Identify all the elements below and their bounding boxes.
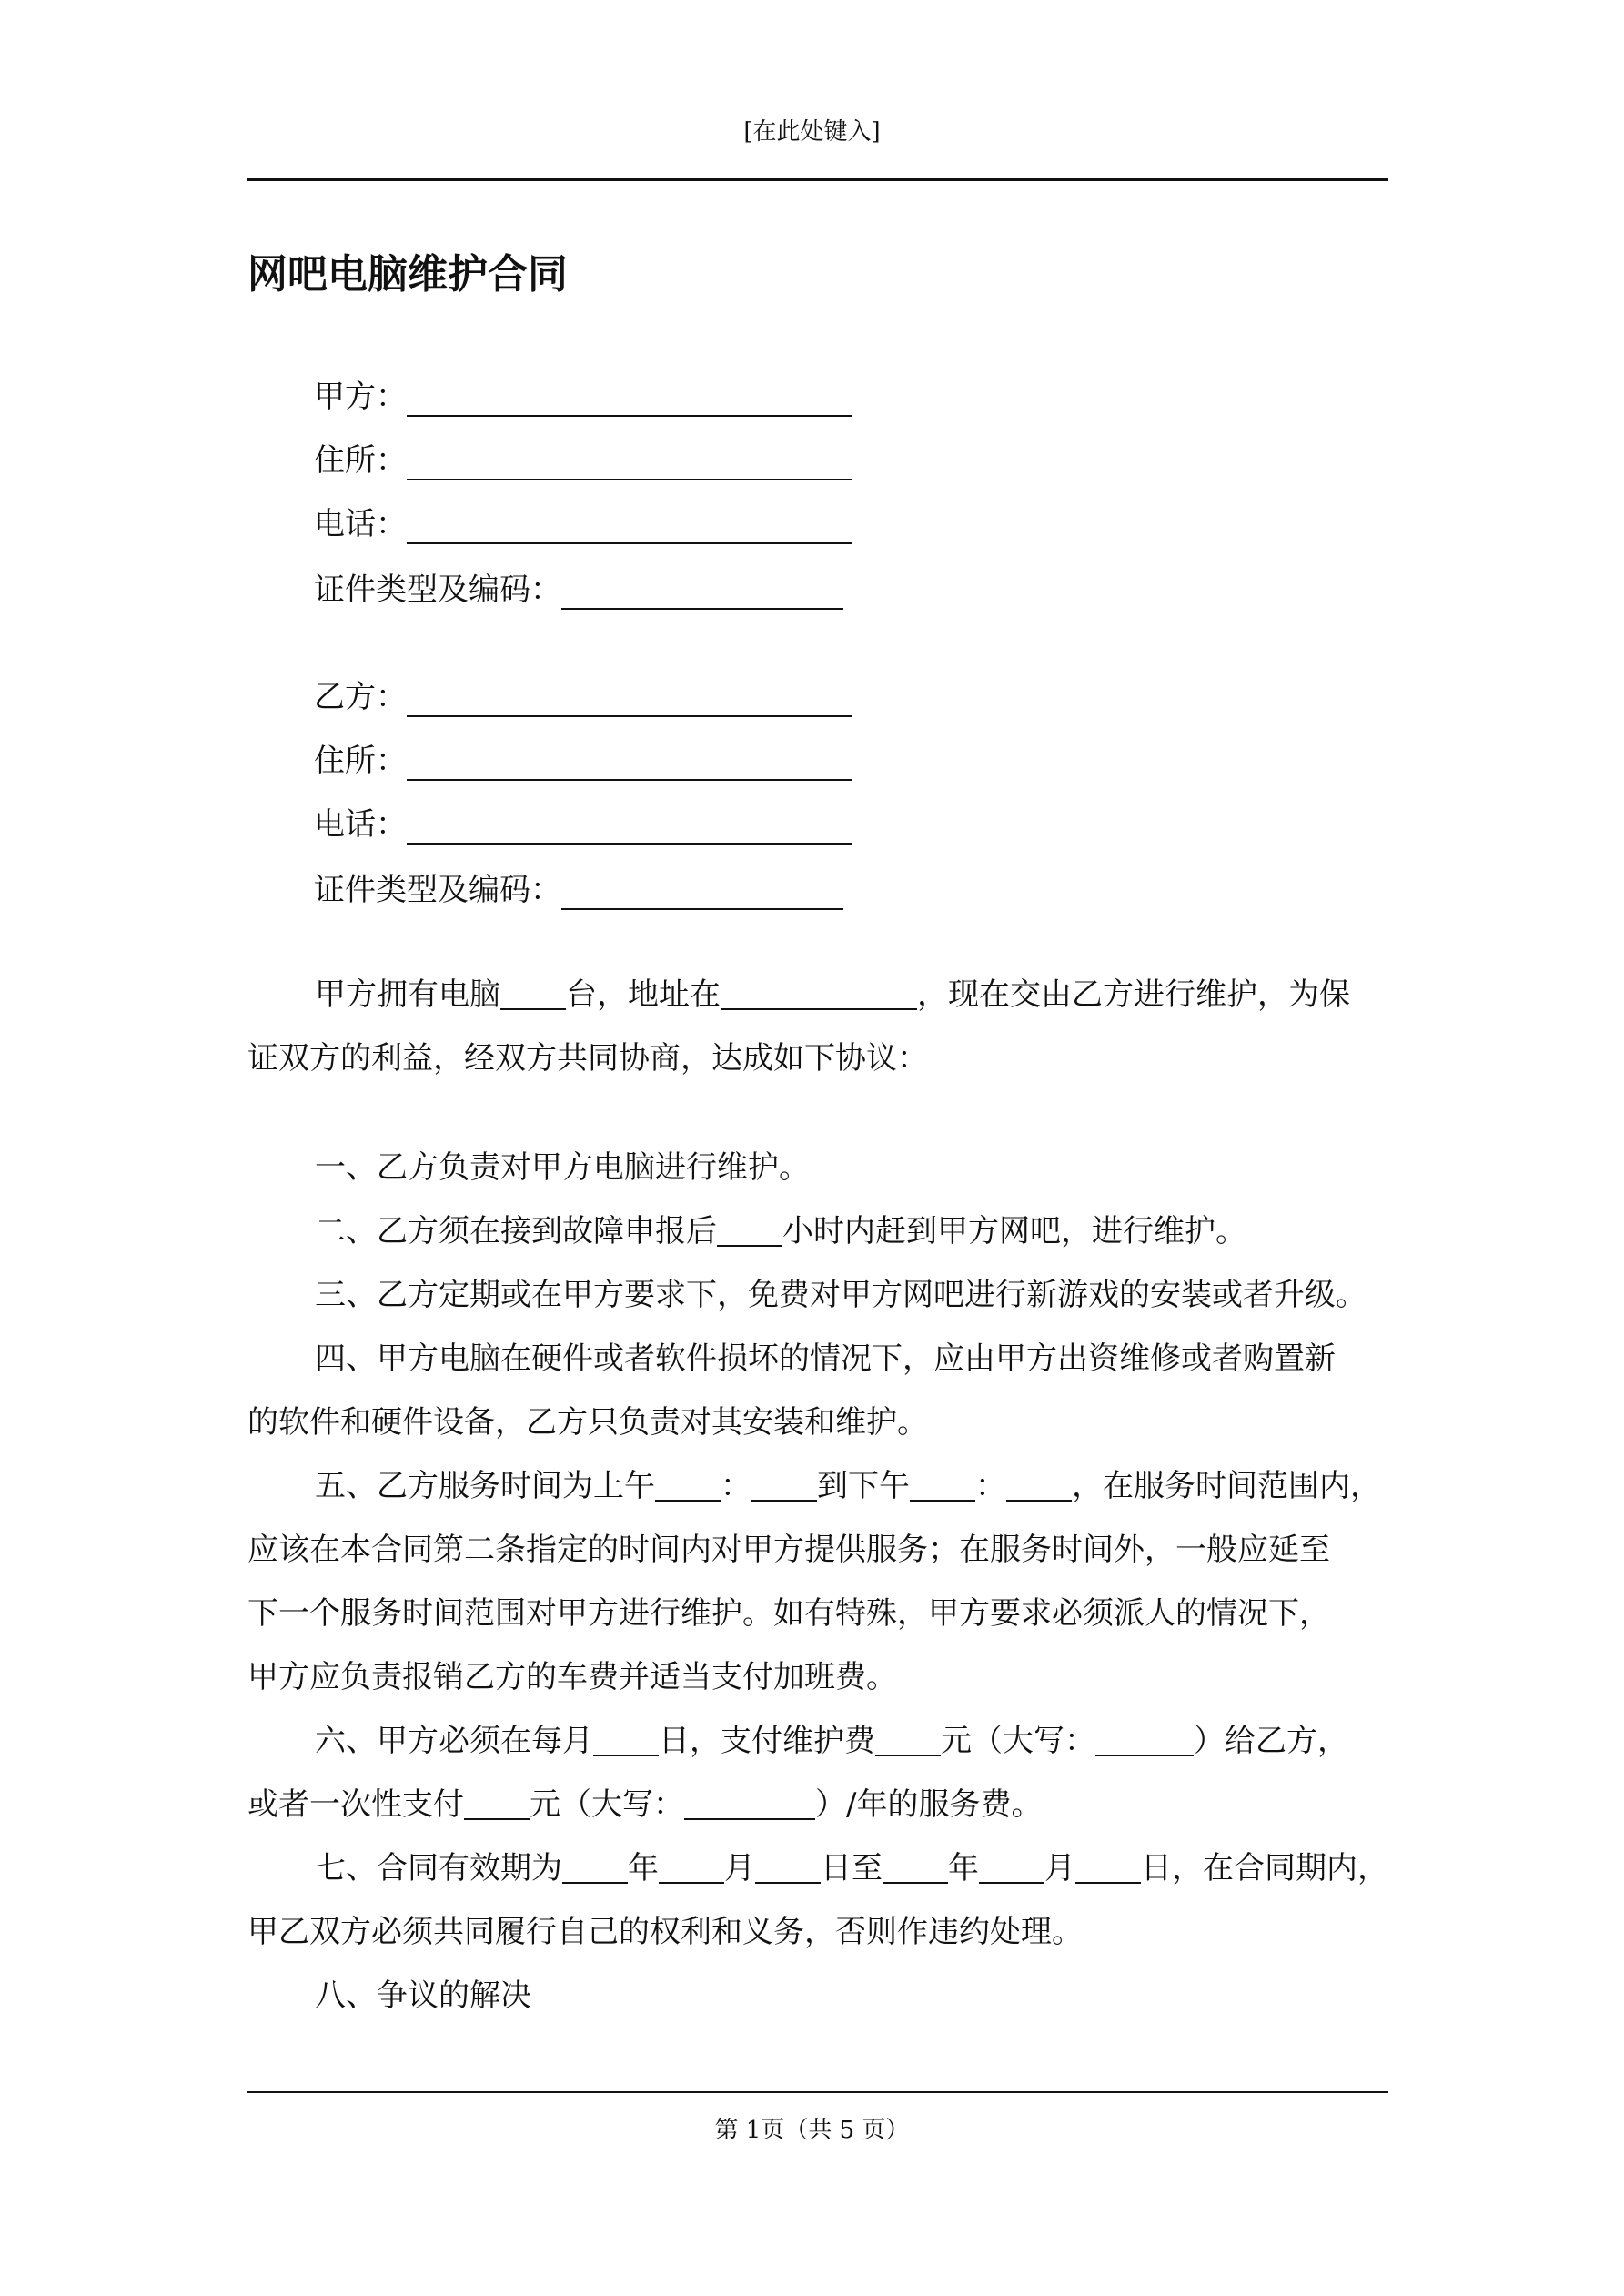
clause-5-line-1 bbox=[247, 1454, 1388, 1518]
clause-6-line-1 bbox=[247, 1709, 1388, 1773]
clause-5-text-c: 到下午 bbox=[817, 1468, 910, 1504]
clauses-section bbox=[247, 1136, 1388, 2028]
clause-5-line-4: 甲方应负责报销乙方的车费并适当支付加班费。 bbox=[247, 1659, 897, 1695]
party-a-phone-label: 电话： bbox=[314, 506, 407, 542]
clause-7-year-1: 年 bbox=[628, 1850, 659, 1886]
clause-6-text-e: 或者一次性支付 bbox=[247, 1786, 464, 1823]
footer-divider bbox=[247, 2091, 1388, 2093]
header-divider bbox=[247, 178, 1388, 181]
party-b-id-blank[interactable] bbox=[561, 875, 843, 910]
computer-count-blank[interactable] bbox=[500, 976, 566, 1010]
clause-7-year-2: 年 bbox=[948, 1850, 979, 1886]
party-b-phone-blank[interactable] bbox=[407, 810, 852, 845]
clause-5-text-e: ，在服务时间范围内， bbox=[1072, 1468, 1381, 1504]
response-hours-blank[interactable] bbox=[717, 1212, 782, 1247]
clause-5-colon-2: ： bbox=[975, 1468, 1006, 1504]
party-b-phone-line bbox=[314, 799, 852, 845]
payment-day-blank[interactable] bbox=[593, 1722, 659, 1756]
clause-6-text-d: ）给乙方， bbox=[1194, 1723, 1348, 1759]
clause-1: 一、乙方负责对甲方电脑进行维护。 bbox=[315, 1149, 810, 1186]
clause-7-month-1: 月 bbox=[724, 1850, 755, 1886]
clause-4-line-1: 四、甲方电脑在硬件或者软件损坏的情况下，应由甲方出资维修或者购置新 bbox=[315, 1340, 1336, 1377]
clause-2 bbox=[247, 1199, 1388, 1263]
monthly-fee-blank[interactable] bbox=[875, 1722, 941, 1756]
end-month-blank[interactable] bbox=[979, 1849, 1044, 1884]
party-a-phone-blank[interactable] bbox=[407, 510, 852, 544]
party-b-address-blank[interactable] bbox=[407, 746, 852, 781]
party-a-name-label: 甲方： bbox=[314, 379, 407, 415]
clause-2-text-b: 小时内赶到甲方网吧，进行维护。 bbox=[782, 1213, 1246, 1249]
intro-text-a: 甲方拥有电脑 bbox=[315, 976, 500, 1013]
clause-3: 三、乙方定期或在甲方要求下，免费对甲方网吧进行新游戏的安装或者升级。 bbox=[315, 1277, 1367, 1313]
intro-text-b: 台，地址在 bbox=[566, 976, 721, 1013]
clause-8: 八、争议的解决 bbox=[315, 1977, 531, 2014]
clause-5-colon-1: ： bbox=[721, 1468, 751, 1504]
pm-minute-blank[interactable] bbox=[1006, 1467, 1072, 1502]
clause-7-line-1 bbox=[247, 1836, 1388, 1900]
party-a-address-blank[interactable] bbox=[407, 446, 852, 480]
party-a-address-line bbox=[314, 435, 852, 480]
end-day-blank[interactable] bbox=[1075, 1849, 1141, 1884]
pm-hour-blank[interactable] bbox=[910, 1467, 975, 1502]
clause-2-text-a: 二、乙方须在接到故障申报后 bbox=[315, 1213, 717, 1249]
clause-7-line-2: 甲乙双方必须共同履行自己的权利和义务，否则作违约处理。 bbox=[247, 1914, 1083, 1950]
annual-fee-words-blank[interactable] bbox=[684, 1785, 815, 1820]
clause-6-line-2 bbox=[247, 1773, 1388, 1836]
party-a-phone-line bbox=[314, 499, 852, 544]
intro-line-1 bbox=[247, 963, 1388, 1027]
party-b-id-label: 证件类型及编码： bbox=[314, 872, 561, 908]
end-year-blank[interactable] bbox=[883, 1849, 948, 1884]
party-b-name-label: 乙方： bbox=[314, 679, 407, 715]
party-b-id-line bbox=[314, 865, 843, 910]
address-blank[interactable] bbox=[721, 976, 917, 1010]
am-hour-blank[interactable] bbox=[655, 1467, 721, 1502]
clause-6-text-c: 元（大写： bbox=[941, 1723, 1095, 1759]
clause-7-day-to: 日至 bbox=[821, 1850, 883, 1886]
intro-line-2: 证双方的利益，经双方共同协商，达成如下协议： bbox=[247, 1040, 928, 1077]
clause-6-text-a: 六、甲方必须在每月 bbox=[315, 1723, 593, 1759]
clause-7-month-2: 月 bbox=[1044, 1850, 1075, 1886]
party-b-name-line bbox=[314, 672, 852, 717]
monthly-fee-words-blank[interactable] bbox=[1095, 1722, 1194, 1756]
annual-fee-blank[interactable] bbox=[464, 1785, 530, 1820]
start-year-blank[interactable] bbox=[562, 1849, 628, 1884]
intro-text-c: ，现在交由乙方进行维护，为保 bbox=[917, 976, 1350, 1013]
party-a-name-blank[interactable] bbox=[407, 382, 852, 417]
party-b-name-blank[interactable] bbox=[407, 683, 852, 717]
intro-paragraph bbox=[247, 963, 1388, 1090]
clause-6-text-f: 元（大写： bbox=[530, 1786, 684, 1823]
start-day-blank[interactable] bbox=[755, 1849, 821, 1884]
party-b-address-line bbox=[314, 735, 852, 781]
clause-5-line-3: 下一个服务时间范围对甲方进行维护。如有特殊，甲方要求必须派人的情况下， bbox=[247, 1595, 1330, 1632]
header-placeholder-text: [在此处键入] bbox=[743, 118, 881, 146]
party-a-address-label: 住所： bbox=[314, 442, 407, 479]
clause-6-text-g: ）/年的服务费。 bbox=[815, 1786, 1043, 1823]
start-month-blank[interactable] bbox=[659, 1849, 724, 1884]
party-a-name-line bbox=[314, 371, 852, 417]
document-title: 网吧电脑维护合同 bbox=[247, 251, 568, 298]
clause-5-line-2: 应该在本合同第二条指定的时间内对甲方提供服务；在服务时间外，一般应延至 bbox=[247, 1532, 1330, 1568]
party-b-phone-label: 电话： bbox=[314, 806, 407, 843]
clause-7-text-g: 日，在合同期内， bbox=[1141, 1850, 1388, 1886]
party-a-id-label: 证件类型及编码： bbox=[314, 571, 561, 608]
am-minute-blank[interactable] bbox=[751, 1467, 817, 1502]
party-b-address-label: 住所： bbox=[314, 743, 407, 779]
clause-6-text-b: 日，支付维护费 bbox=[659, 1723, 875, 1759]
party-a-id-line bbox=[314, 564, 843, 610]
clause-7-text-a: 七、合同有效期为 bbox=[315, 1850, 562, 1886]
party-a-id-blank[interactable] bbox=[561, 575, 843, 610]
page-number: 第 1页（共 5 页） bbox=[714, 2117, 910, 2144]
clause-4-line-2: 的软件和硬件设备，乙方只负责对其安装和维护。 bbox=[247, 1404, 928, 1441]
clause-5-text-a: 五、乙方服务时间为上午 bbox=[315, 1468, 655, 1504]
